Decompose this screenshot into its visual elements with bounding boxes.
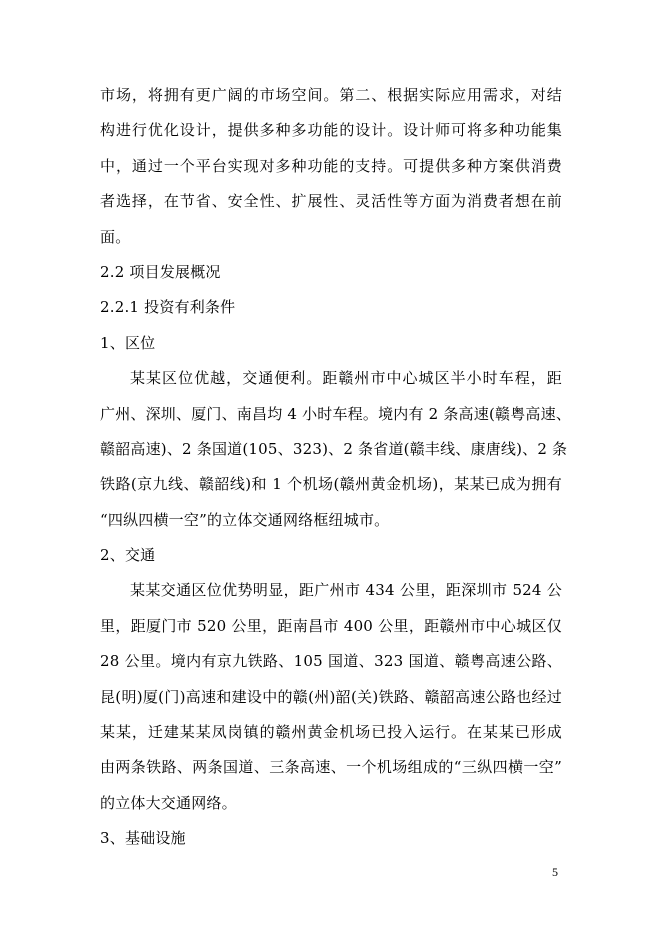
paragraph-transport	[100, 573, 562, 821]
text-line: 者选择，在节省、安全性、扩展性、灵活性等方面为消费者想在前	[100, 192, 562, 211]
text-line: 由两条铁路、两条国道、三条高速、一个机场组成的“三纵四横一空”	[100, 758, 562, 777]
text-line: 28 公里。境内有京九铁路、105 国道、323 国道、赣粤高速公路、	[100, 652, 562, 671]
text-line: 构进行优化设计，提供多种多功能的设计。设计师可将多种功能集	[100, 121, 562, 140]
page-number: 5	[552, 865, 558, 879]
subheading-transport: 2、交通	[100, 546, 156, 565]
text-line: 某某，迁建某某凤岗镇的赣州黄金机场已投入运行。在某某已形成	[100, 723, 562, 742]
paragraph-location	[100, 361, 572, 538]
text-line: 的立体大交通网络。	[100, 793, 237, 812]
text-line: 某某交通区位优势明显，距广州市 434 公里，距深圳市 524 公	[130, 581, 562, 600]
text-line: 赣韶高速)、2 条国道(105、323)、2 条省道(赣丰线、康唐线)、2 条	[100, 439, 568, 458]
text-line: 市场，将拥有更广阔的市场空间。第二、根据实际应用需求，对结	[100, 86, 562, 104]
text-line: 铁路(京九线、赣韶线)和 1 个机场(赣州黄金机场)，某某已成为拥有	[100, 475, 562, 494]
paragraph-intro	[100, 78, 562, 255]
text-line: “四纵四横一空”的立体交通网络框纽城市。	[100, 510, 390, 529]
text-line: 面。	[100, 227, 131, 246]
text-line: 昆(明)厦(门)高速和建设中的赣(州)韶(关)铁路、赣韶高速公路也经过	[100, 687, 562, 706]
document-body	[100, 78, 572, 857]
text-line: 某某区位优越，交通便利。距赣州市中心城区半小时车程，距	[130, 369, 562, 388]
section-heading-2-2: 2.2 项目发展概况	[100, 262, 221, 281]
text-line: 里，距厦门市 520 公里，距南昌市 400 公里，距赣州市中心城区仅	[100, 616, 562, 635]
text-line: 中，通过一个平台实现对多种功能的支持。可提供多种方案供消费	[100, 156, 562, 175]
section-heading-2-2-1: 2.2.1 投资有利条件	[100, 298, 236, 317]
subheading-infrastructure: 3、基础设施	[100, 829, 186, 848]
subheading-location: 1、区位	[100, 333, 156, 352]
text-line: 广州、深圳、厦门、南昌均 4 小时车程。境内有 2 条高速(赣粤高速、	[100, 404, 572, 423]
